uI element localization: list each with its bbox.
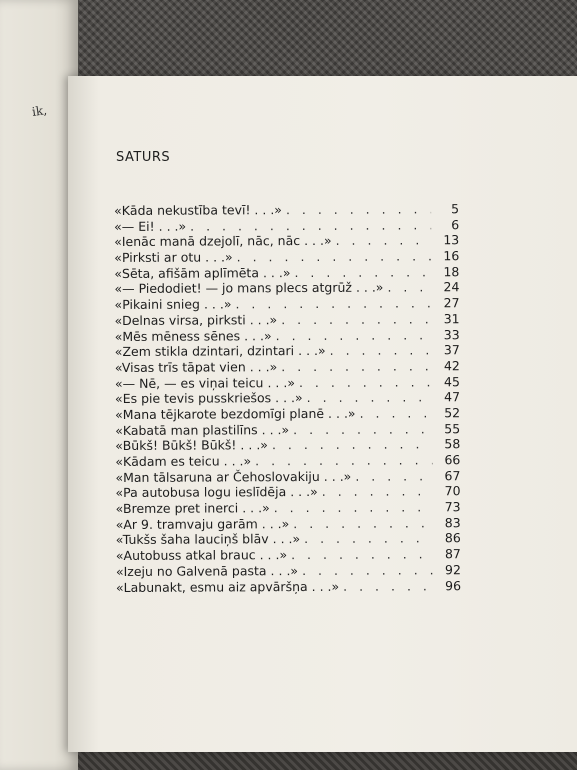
toc-entry-title: «— Piedodiet! — jo mans plecs atgrūž . . .» (114, 280, 384, 297)
toc-entry-page-number: 83 (444, 514, 461, 531)
toc-entry (114, 233, 459, 250)
toc-leader-dots (286, 201, 431, 217)
toc-entry-title: «Autobuss atkal brauc . . .» (115, 547, 288, 564)
toc-entry (115, 327, 460, 344)
table-of-contents (114, 201, 461, 595)
toc-entry-page-number: 6 (451, 216, 460, 232)
toc-entry (116, 515, 461, 532)
toc-entry (115, 389, 460, 406)
toc-entry-page-number: 96 (445, 577, 462, 593)
toc-entry (115, 311, 460, 328)
toc-leader-dots (355, 468, 432, 483)
toc-entry-title: «Bremze pret inerci . . .» (115, 500, 270, 517)
toc-entry-page-number: 5 (451, 201, 460, 217)
toc-entry (114, 217, 459, 234)
toc-entry-title: «Mēs mēness sēnes . . .» (114, 327, 272, 344)
toc-entry-page-number: 24 (443, 279, 460, 295)
toc-entry-title: «Ar 9. tramvaju garām . . .» (115, 515, 290, 532)
toc-entry (115, 484, 460, 501)
toc-leader-dots (336, 233, 432, 249)
toc-entry (115, 374, 460, 391)
toc-leader-dots (281, 311, 431, 327)
toc-entry-title: «Kāda nekustība tevī! . . .» (114, 202, 282, 218)
toc-entry-title: «Pirksti ar otu . . .» (114, 249, 233, 266)
previous-page-text-fragment: ik, (31, 103, 48, 119)
toc-leader-dots (274, 499, 433, 515)
toc-leader-dots (330, 343, 432, 359)
toc-entry-title: «Izeju no Galvenā pasta . . .» (115, 562, 299, 579)
toc-entry-page-number: 37 (443, 342, 460, 358)
toc-entry-page-number: 45 (443, 373, 460, 389)
toc-leader-dots (294, 264, 431, 280)
toc-entry-title: «Kabatā man plastilīns . . .» (115, 421, 290, 438)
toc-leader-dots (293, 515, 432, 531)
toc-entry-page-number: 92 (444, 562, 461, 578)
toc-leader-dots (281, 358, 432, 374)
toc-entry (116, 546, 461, 563)
toc-entry (116, 562, 461, 579)
toc-entry-page-number: 16 (443, 248, 460, 264)
toc-entry-page-number: 55 (444, 420, 461, 436)
toc-entry-page-number: 42 (443, 358, 460, 374)
toc-entry-page-number: 58 (444, 436, 461, 452)
toc-entry (115, 437, 460, 454)
toc-entry-page-number: 52 (444, 405, 461, 421)
toc-entry-title: «Pikaini snieg . . .» (114, 296, 232, 313)
toc-entry-page-number: 33 (443, 326, 460, 342)
toc-leader-dots (304, 531, 433, 547)
toc-entry (114, 295, 459, 312)
toc-entry-title: «Kādam es teicu . . .» (115, 453, 252, 469)
toc-entry (115, 405, 460, 422)
toc-entry (115, 421, 460, 438)
toc-entry (115, 452, 460, 469)
toc-entry (115, 358, 460, 375)
toc-leader-dots (276, 327, 432, 343)
toc-leader-dots (235, 295, 431, 311)
page-heading: SATURS (116, 150, 171, 165)
toc-entry (114, 201, 459, 218)
toc-entry (114, 248, 459, 265)
toc-leader-dots (387, 280, 431, 295)
toc-entry (116, 499, 461, 516)
toc-leader-dots (293, 421, 432, 437)
toc-entry-title: «— Nē, — es viņai teicu . . .» (114, 374, 295, 391)
toc-entry-page-number: 31 (443, 311, 460, 327)
toc-entry-page-number: 73 (444, 499, 461, 515)
toc-entry (115, 342, 460, 359)
toc-entry-page-number: 27 (443, 295, 460, 311)
toc-entry-page-number: 13 (443, 232, 460, 248)
toc-entry-page-number: 67 (444, 467, 461, 483)
toc-leader-dots (307, 390, 432, 406)
toc-entry-title: «Mana tējkarote bezdomīgi planē . . .» (115, 405, 356, 422)
toc-entry-title: «Delnas virsa, pirksti . . .» (114, 311, 278, 328)
toc-entry-page-number: 70 (444, 483, 461, 499)
toc-leader-dots (360, 405, 433, 420)
toc-entry-page-number: 86 (444, 530, 461, 546)
toc-entry-title: «Būkš! Būkš! Būkš! . . .» (115, 437, 268, 454)
toc-entry-title: «Es pie tevis pusskriešos . . .» (114, 390, 303, 407)
toc-leader-dots (272, 437, 432, 453)
toc-leader-dots (291, 546, 433, 562)
toc-entry-title: «Pa autobusa logu ieslīdēja . . .» (115, 484, 318, 501)
toc-leader-dots (255, 452, 432, 468)
toc-leader-dots (299, 374, 432, 390)
contents-page (68, 76, 577, 752)
toc-entry (114, 264, 459, 281)
previous-page (0, 0, 78, 770)
toc-entry-page-number: 47 (444, 389, 461, 405)
toc-entry-title: «Tukšs šaha lauciņš blāv . . .» (115, 531, 301, 548)
toc-entry-page-number: 87 (444, 546, 461, 562)
toc-entry (114, 280, 459, 297)
toc-entry-title: «Ienāc manā dzejolī, nāc, nāc . . .» (114, 233, 332, 250)
toc-entry-title: «Man tālsaruna ar Čehoslovakiju . . .» (115, 468, 352, 485)
toc-leader-dots (190, 217, 431, 233)
toc-entry-title: «Zem stikla dzintari, dzintari . . .» (114, 343, 326, 360)
toc-entry-page-number: 18 (443, 263, 460, 280)
toc-leader-dots (302, 562, 433, 578)
toc-entry (116, 531, 461, 548)
toc-entry (115, 468, 460, 485)
toc-entry-title: «Labunakt, esmu aiz apvāršņa . . .» (115, 578, 340, 595)
toc-entry-title: «— Ei! . . .» (114, 218, 187, 234)
toc-leader-dots (237, 248, 432, 264)
toc-entry-title: «Sēta, afišām aplīmēta . . .» (114, 264, 291, 281)
toc-entry-title: «Visas trīs tāpat vien . . .» (114, 359, 278, 375)
toc-entry (116, 578, 461, 595)
toc-leader-dots (343, 578, 433, 593)
toc-leader-dots (322, 484, 433, 500)
toc-entry-page-number: 66 (444, 452, 461, 468)
